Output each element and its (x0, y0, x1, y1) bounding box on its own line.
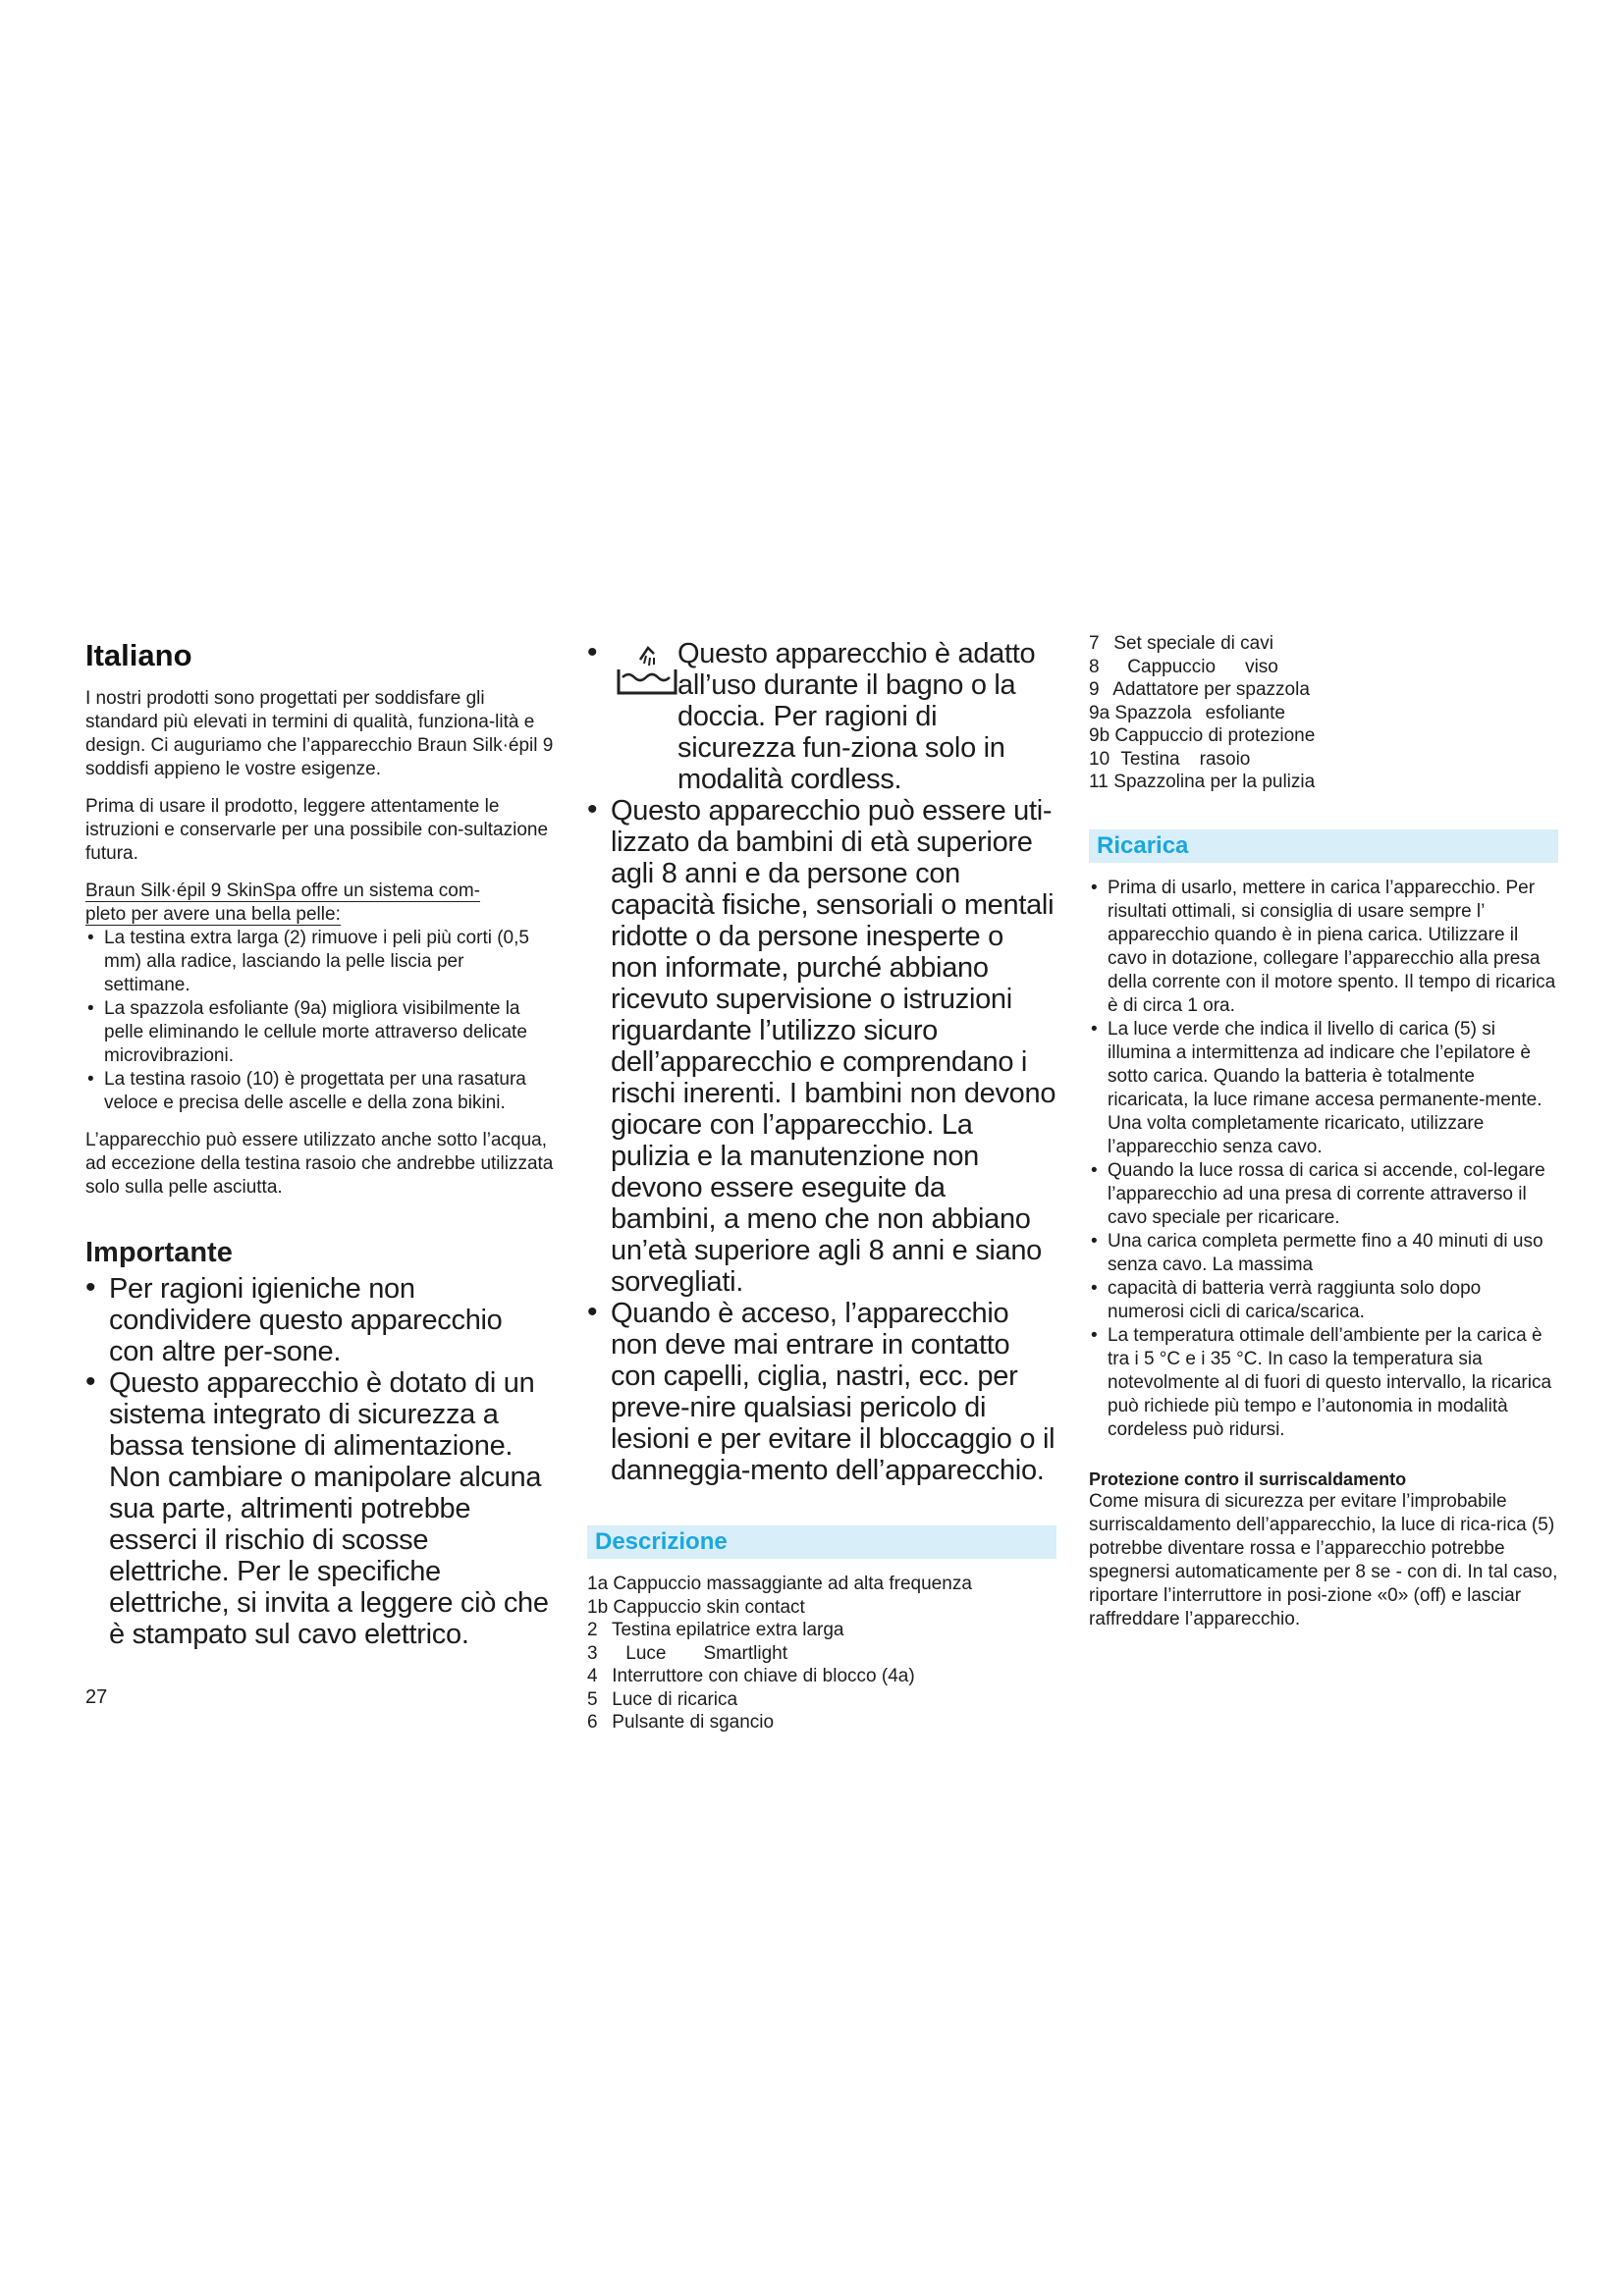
list-item (587, 1711, 1056, 1735)
list-item (587, 1573, 1056, 1596)
features-intro (85, 880, 555, 927)
item-number: 10 (1089, 748, 1110, 770)
list-item (587, 1642, 1056, 1666)
list-item: • La spazzola esfoliante (9a) migliora visibilmente la pelle eliminando le cellule morte attraverso delicate microvibrazioni. (85, 997, 555, 1068)
list-item: • Questo apparecchio può essere uti-lizzato da bambini di età superiore agli 8 anni e da persone con capacità fisiche, sensoriali o mentali ridotte o da persone inesperte o non informate, purché abbiano ricevuto supervisione o istruzioni riguardante l’utilizzo sicuro dell’apparecchio e comprendano i rischi inerenti. I bambini non devono giocare con l’apparecchio. La pulizia e la manutenzione non devono essere eseguite da bambini, a meno che non abbiano un’età superiore agli 8 anni e siano sorvegliati. (587, 795, 1056, 1298)
item-label: Cappuccio massaggiante ad alta frequenza (613, 1574, 972, 1594)
important-list (85, 1273, 555, 1650)
item-label: Spazzola (1114, 702, 1192, 723)
list-item (1089, 656, 1558, 679)
item-number: 6 (587, 1712, 598, 1733)
item-number: 8 (1089, 656, 1100, 677)
features-list (85, 927, 555, 1115)
item-number: 11 (1089, 772, 1109, 792)
underwater-paragraph: L’apparecchio può essere utilizzato anche sotto l’acqua, ad eccezione della testina rasoio che andrebbe utilizzata solo sulla pelle asciutta. (85, 1130, 554, 1198)
column-right (1089, 633, 1558, 1645)
item-number: 1a (587, 1574, 609, 1594)
list-item (1089, 771, 1558, 794)
list-item (587, 1596, 1056, 1620)
list-item (587, 1688, 1056, 1712)
overheat-heading: Protezione contro il surriscaldamento (1089, 1468, 1407, 1489)
list-item: • La luce verde che indica il livello di carica (5) si illumina a intermittenza ad indicare che l’epilatore è sotto carica. Quando la batteria è totalmente ricaricata, la luce rimane accesa permanente-mente. Una volta completamente ricaricato, utilizzare l’apparecchio senza cavo. (1089, 1018, 1558, 1159)
column-middle (587, 638, 1056, 1735)
list-item: • La temperatura ottimale dell’ambiente per la carica è tra i 5 °C e i 35 °C. In caso la temperatura sia notevolmente al di fuori di questo intervallo, la ricarica può richiede più tempo e l’autonomia in modalità cordeless può ridursi. (1089, 1324, 1558, 1442)
description-heading: Descrizione (587, 1525, 1056, 1559)
page-number: 27 (85, 1686, 108, 1708)
item-label: Adattatore per spazzola (1112, 679, 1310, 700)
safety-list (587, 638, 1056, 1486)
list-item (587, 1619, 1056, 1642)
item-number: 3 (587, 1642, 598, 1664)
list-item: • La testina extra larga (2) rimuove i peli più corti (0,5 mm) alla radice, lasciando la pelle liscia per settimane. (85, 927, 555, 997)
list-item: • Questo apparecchio è dotato di un sistema integrato di sicurezza a bassa tensione di alimentazione. Non cambiare o manipolare alcuna sua parte, altrimenti potrebbe esserci il rischio di scosse elettriche. Per le specifiche elettriche, si invita a leggere ciò che è stampato sul cavo elettrico. (85, 1367, 555, 1650)
overheat-paragraph: Come misura di sicurezza per evitare l’improbabile surriscaldamento dell’apparecchio, la luce di rica-rica (5) potrebbe diventare rossa e l’apparecchio potrebbe spegnersi automaticamente per 8 se - con di. In tal caso, riportare l’interruttore in posi-zione «0» (off) e lasciar raffreddare l’apparecchio. (1089, 1490, 1558, 1629)
item-label: Pulsante di sgancio (612, 1712, 775, 1733)
list-item: • Prima di usarlo, mettere in carica l’apparecchio. Per risultati ottimali, si consiglia di usare sempre l’ apparecchio quando è in piena carica. Utilizzare il cavo in dotazione, collegare l’apparecchio alla presa della corrente con il motore spento. Il tempo di ricarica è di circa 1 ora. (1089, 877, 1558, 1018)
item-label-2: viso (1245, 656, 1278, 677)
item-label: Cappuccio (1127, 656, 1217, 677)
bath-shower-icon (615, 640, 679, 697)
column-left (85, 638, 555, 1650)
item-label: Cappuccio skin contact (613, 1596, 805, 1618)
item-label: Luce (625, 1642, 667, 1664)
item-label-2: rasoio (1199, 748, 1251, 770)
list-item: • La testina rasoio (10) è progettata per una rasatura veloce e precisa delle ascelle e della zona bikini. (85, 1068, 555, 1115)
list-item (587, 638, 1056, 795)
list-item (1089, 632, 1558, 656)
item-label: Testina epilatrice extra larga (611, 1620, 844, 1640)
item-label: Luce di ricarica (612, 1688, 738, 1710)
list-item: • Una carica completa permette fino a 40 minuti di uso senza cavo. La massima (1089, 1230, 1558, 1277)
list-item (1089, 724, 1558, 748)
item-label-2: esfoliante (1205, 702, 1285, 723)
list-item (1089, 748, 1558, 772)
item-number: 9a (1089, 702, 1110, 723)
list-item (1089, 678, 1558, 702)
list-item (587, 1665, 1056, 1688)
list-item (1089, 702, 1558, 725)
important-heading: Importante (85, 1237, 233, 1268)
bath-usage-text: • Questo apparecchio è adatto all’uso durante il bagno o la doccia. Per ragioni di sicurezza fun-ziona solo in modalità cordless. (677, 638, 1036, 795)
item-number: 1b (587, 1596, 609, 1618)
list-item: • Per ragioni igieniche non condividere questo apparecchio con altre per-sone. (85, 1273, 555, 1367)
item-number: 2 (587, 1620, 598, 1640)
read-instructions-paragraph: Prima di usare il prodotto, leggere attentamente le istruzioni e conservarle per una possibile con-sultazione futura. (85, 796, 549, 864)
features-intro-line-2: pleto per avere una bella pelle: (85, 904, 341, 925)
charging-list (1089, 877, 1558, 1442)
item-label: Interruttore con chiave di blocco (4a) (612, 1666, 915, 1686)
item-number: 9b (1089, 725, 1110, 746)
description-list (587, 1573, 1056, 1735)
list-item: • Quando è acceso, l’apparecchio non deve mai entrare in contatto con capelli, ciglia, nastri, ecc. per preve-nire qualsiasi pericolo di lesioni e per evitare il bloccaggio o il danneggia-mento dell’apparecchio. (587, 1298, 1056, 1486)
list-item: • capacità di batteria verrà raggiunta solo dopo numerosi cicli di carica/scarica. (1089, 1277, 1558, 1324)
intro-paragraph: I nostri prodotti sono progettati per soddisfare gli standard più elevati in termini di qualità, funziona-lità e design. Ci auguriamo che l’apparecchio Braun Silk·épil 9 soddisfi appieno le vostre esigenze. (85, 688, 554, 779)
features-intro-line-1: Braun Silk·épil 9 SkinSpa offre un sistema com- (85, 881, 480, 901)
item-label: Testina (1120, 748, 1180, 770)
charging-heading: Ricarica (1089, 829, 1558, 863)
item-number: 7 (1089, 633, 1100, 654)
item-number: 4 (587, 1666, 598, 1686)
item-label: Cappuccio di protezione (1114, 725, 1316, 746)
item-number: 5 (587, 1688, 598, 1710)
list-item: • Quando la luce rossa di carica si accende, col-legare l’apparecchio ad una presa di corrente attraverso il cavo speciale per ricaricare. (1089, 1159, 1558, 1230)
item-label-2: Smartlight (703, 1642, 788, 1664)
item-label: Set speciale di cavi (1113, 633, 1273, 654)
parts-list (1089, 632, 1558, 794)
item-label: Spazzolina per la pulizia (1113, 772, 1316, 792)
page-title: Italiano (85, 638, 192, 672)
item-number: 9 (1089, 679, 1100, 700)
